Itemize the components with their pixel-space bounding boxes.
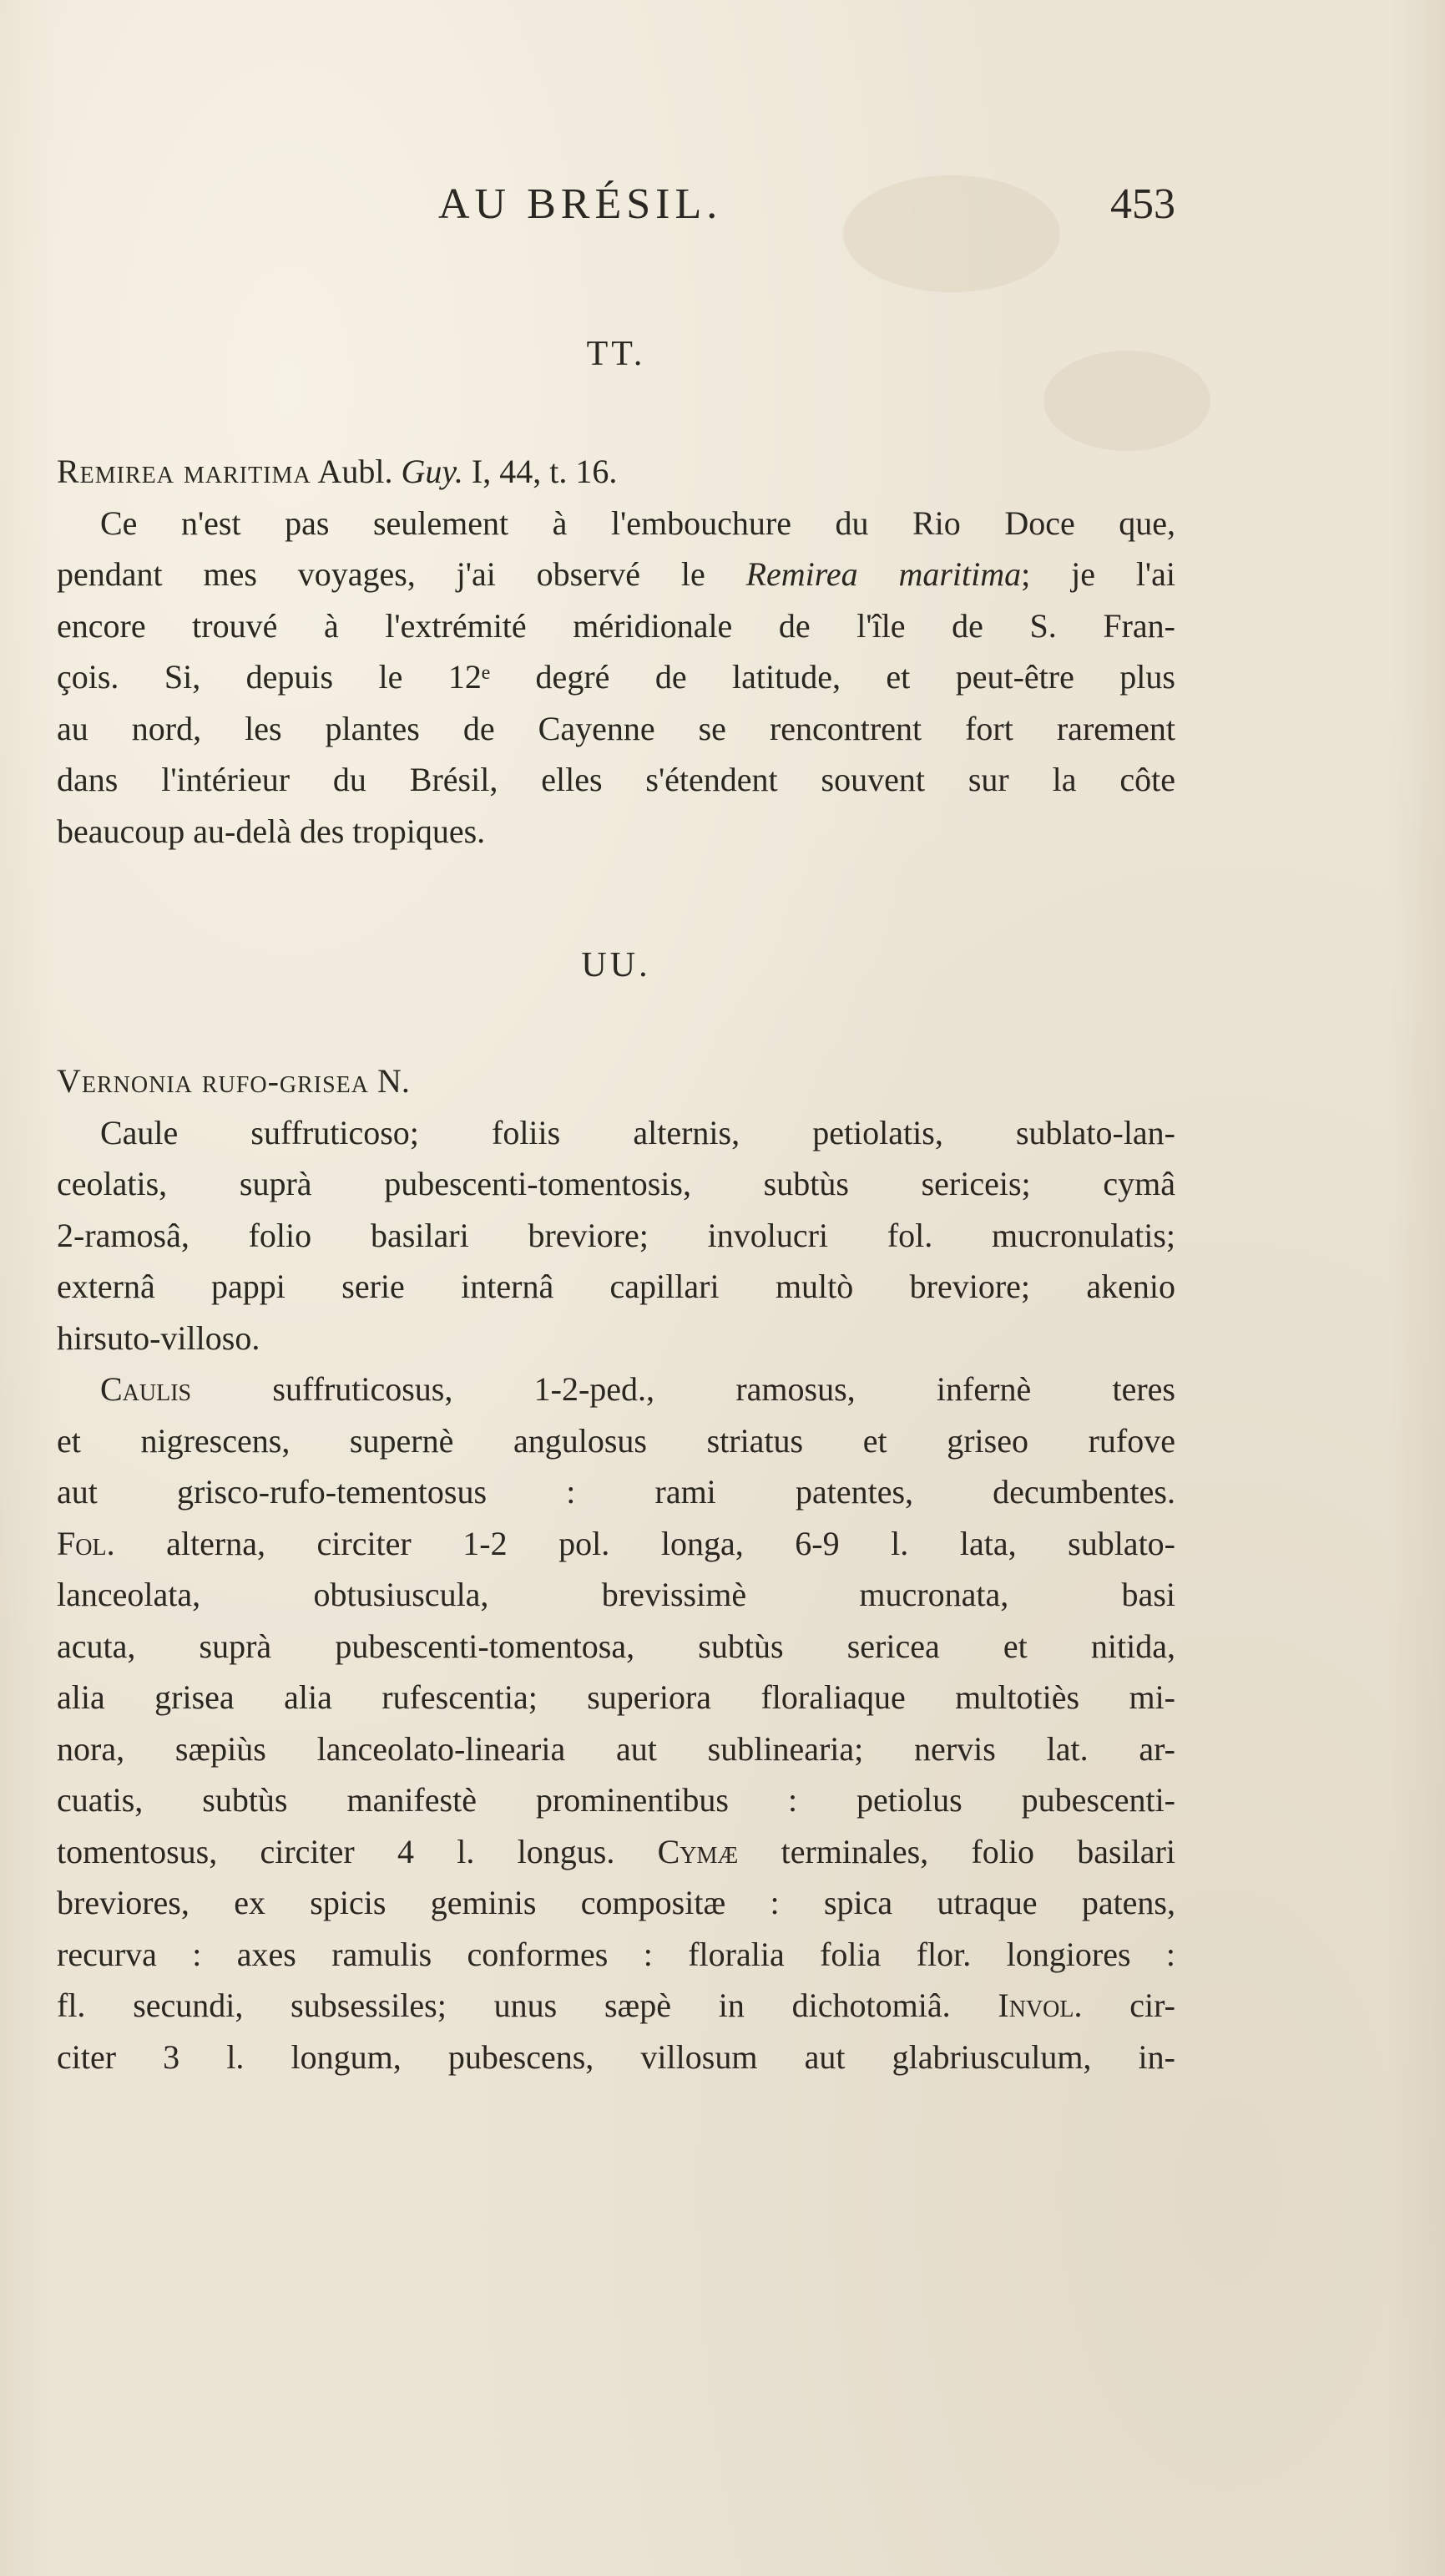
section-heading-uu: UU. [581, 946, 651, 984]
species-name: Remirea maritima [57, 453, 311, 490]
paragraph-line: Ce n'est pas seulement à l'embouchure du Rio Doce que, [100, 504, 1175, 542]
paragraph-line: encore trouvé à l'extrémité méridionale de l'île de S. Fran- [57, 606, 1175, 645]
species-name: Vernonia rufo-grisea [57, 1062, 369, 1100]
description-line: aut grisco-rufo-tementosus : rami patentes, decumbentes. [57, 1473, 1175, 1511]
description-line: citer 3 l. longum, pubescens, villosum aut glabriusculum, in- [57, 2037, 1175, 2076]
page-number: 453 [1110, 180, 1175, 228]
description-line: Caulis suffruticosus, 1-2-ped., ramosus, infernè teres [100, 1370, 1175, 1408]
section-heading-tt: TT. [586, 335, 646, 373]
description-line: alia grisea alia rufescentia; superiora floraliaque multotiès mi- [57, 1678, 1175, 1716]
paragraph-line: beaucoup au-delà des tropiques. [57, 812, 486, 850]
diagnosis-line: Caule suffruticoso; foliis alternis, petiolatis, sublato-lan- [100, 1113, 1175, 1151]
diagnosis-line: ceolatis, suprà pubescenti-tomentosis, subtùs sericeis; cymâ [57, 1165, 1175, 1202]
description-line: lanceolata, obtusiuscula, brevissimè mucronata, basi [57, 1576, 1175, 1613]
description-line: fl. secundi, subsessiles; unus sæpè in dichotomiâ. Invol. cir- [57, 1986, 1175, 2024]
species-citation [57, 446, 1175, 498]
section-uu-body [57, 1055, 1175, 2083]
citation-rest: I, 44, t. 16. [471, 453, 618, 490]
citation-author: Aubl. [317, 453, 393, 490]
diagnosis-line: hirsuto-villoso. [57, 1318, 260, 1357]
section-tt-body [57, 446, 1175, 857]
paragraph-line: au nord, les plantes de Cayenne se rencontrent fort rarement [57, 709, 1175, 747]
species-heading [57, 1055, 1175, 1107]
description-line: breviores, ex spicis geminis compositæ : spica utraque patens, [57, 1884, 1175, 1921]
description-line: tomentosus, circiter 4 l. longus. Cymæ terminales, folio basilari [57, 1832, 1175, 1870]
diagnosis-line: 2-ramosâ, folio basilari breviore; involucri fol. mucronulatis; [57, 1216, 1175, 1254]
species-author: N. [377, 1062, 410, 1100]
citation-work: Guy. [401, 453, 463, 490]
description-line: acuta, suprà pubescenti-tomentosa, subtùs sericea et nitida, [57, 1627, 1175, 1665]
description-line: nora, sæpiùs lanceolato-linearia aut sublinearia; nervis lat. ar- [57, 1729, 1175, 1768]
description-line: recurva : axes ramulis conformes : floralia folia flor. longiores : [57, 1935, 1175, 1973]
running-head [58, 180, 1175, 238]
diagnosis-line: externâ pappi serie internâ capillari multò breviore; akenio [57, 1268, 1175, 1305]
running-title: AU BRÉSIL. [438, 180, 723, 228]
description-line: cuatis, subtùs manifestè prominentibus : petiolus pubescenti- [57, 1781, 1175, 1819]
paragraph-line: pendant mes voyages, j'ai observé le Remirea maritima; je l'ai [57, 555, 1176, 593]
description-line: et nigrescens, supernè angulosus striatus et griseo rufove [57, 1421, 1175, 1460]
description-line: Fol. alterna, circiter 1-2 pol. longa, 6-9 l. lata, sublato- [57, 1524, 1175, 1562]
paragraph-line: dans l'intérieur du Brésil, elles s'étendent souvent sur la côte [57, 761, 1175, 798]
paragraph-line: çois. Si, depuis le 12ᵉ degré de latitude, et peut-être plus [57, 658, 1175, 696]
